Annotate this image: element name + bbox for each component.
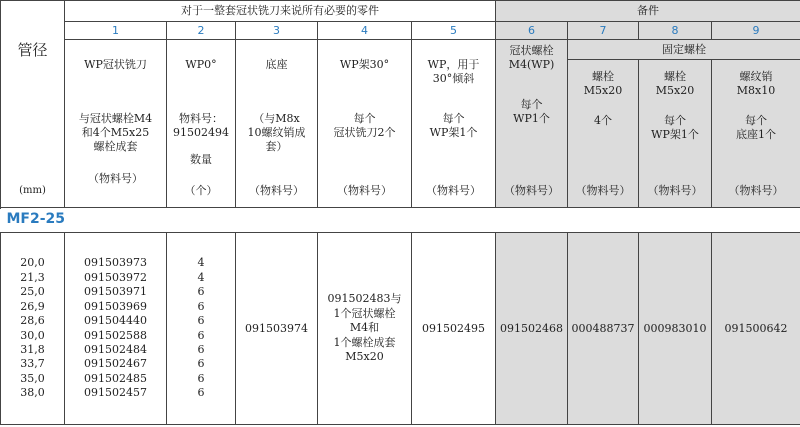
col-number-8: 8 [639,22,712,40]
diameter-label: 管径 [17,41,48,59]
column-name-7: 螺栓 M5x20 [583,70,623,97]
column-unit-8: （物料号） [647,184,703,197]
column-values-1: 091503973 091503972 091503971 091503969 091504440 091502588 091502484 091502467 091502485 091502457 [65,233,167,425]
column-unit-4: （物料号） [337,184,392,197]
column-values-6: 091502468 [496,233,568,425]
column-unit-6: （物料号） [504,184,560,197]
col-number-5: 5 [412,22,496,40]
column-desc-2: 物料号： 91502494 数量 [173,112,229,167]
column-unit-9: （物料号） [728,184,784,197]
column-values-9: 091500642 [712,233,800,425]
column-cell-4 [318,40,412,208]
col-number-4: 4 [318,22,412,40]
column-cell-8 [639,60,712,208]
column-desc-7: 4个 [594,114,613,127]
col-number-6: 6 [496,22,568,40]
column-cell-1 [65,40,167,208]
column-cell-7 [568,60,639,208]
col-number-9: 9 [712,22,800,40]
column-unit-5: （物料号） [426,184,481,197]
column-values-8: 000983010 [639,233,712,425]
column-values-4: 091502483与 1个冠状螺栓 M4和 1个螺栓成套 M5x20 [318,233,412,425]
column-name-1: WP冠状铣刀 [84,58,147,71]
col-number-1: 1 [65,22,167,40]
column-desc-9: 每个 底座1个 [736,114,777,141]
diameter-values: 20,0 21,3 25,0 26,9 28,6 30,0 31,8 33,7 35,0 38,0 [1,233,65,425]
column-unit-1: （物料号） [88,172,143,185]
column-name-9: 螺纹销 M8x10 [736,70,776,97]
kit-title: 对于一整套冠状铣刀来说所有必要的零件 [65,1,496,22]
column-desc-4: 每个 冠状铣刀2个 [333,112,396,139]
col-number-3: 3 [236,22,318,40]
column-values-7: 000488737 [568,233,639,425]
column-cell-3 [236,40,318,208]
column-unit-7: （物料号） [575,184,631,197]
column-values-3: 091503974 [236,233,318,425]
column-name-2: WP0° [185,58,217,71]
column-desc-3: （与M8x 10螺纹销成 套） [247,112,306,153]
column-values-2: 4 4 6 6 6 6 6 6 6 6 [167,233,236,425]
column-unit-3: （物料号） [249,184,304,197]
column-cell-5 [412,40,496,208]
column-desc-8: 每个 WP架1个 [651,114,699,141]
accessories-title: 备件 [496,1,800,22]
column-desc-1: 与冠状螺栓M4 和4个M5x25 螺栓成套 [78,112,153,153]
column-desc-5: 每个 WP架1个 [429,112,478,139]
column-name-6: 冠状螺栓 M4(WP) [508,44,555,71]
column-unit-2: （个） [184,184,218,197]
column-name-8: 螺栓 M5x20 [655,70,695,97]
column-values-5: 091502495 [412,233,496,425]
col-number-7: 7 [568,22,639,40]
model-label: MF2-25 [1,208,800,233]
diameter-unit: (mm) [19,184,46,196]
column-name-4: WP架30° [339,58,390,71]
column-name-5: WP，用于 30°倾斜 [427,58,480,85]
fixing-bolts-title: 固定螺栓 [568,40,800,60]
column-cell-6 [496,40,568,208]
col-number-2: 2 [167,22,236,40]
column-name-3: 底座 [265,58,288,71]
column-desc-6: 每个 WP1个 [513,98,550,125]
column-cell-9 [712,60,800,208]
diameter-header-cell [1,1,65,208]
column-cell-2 [167,40,236,208]
